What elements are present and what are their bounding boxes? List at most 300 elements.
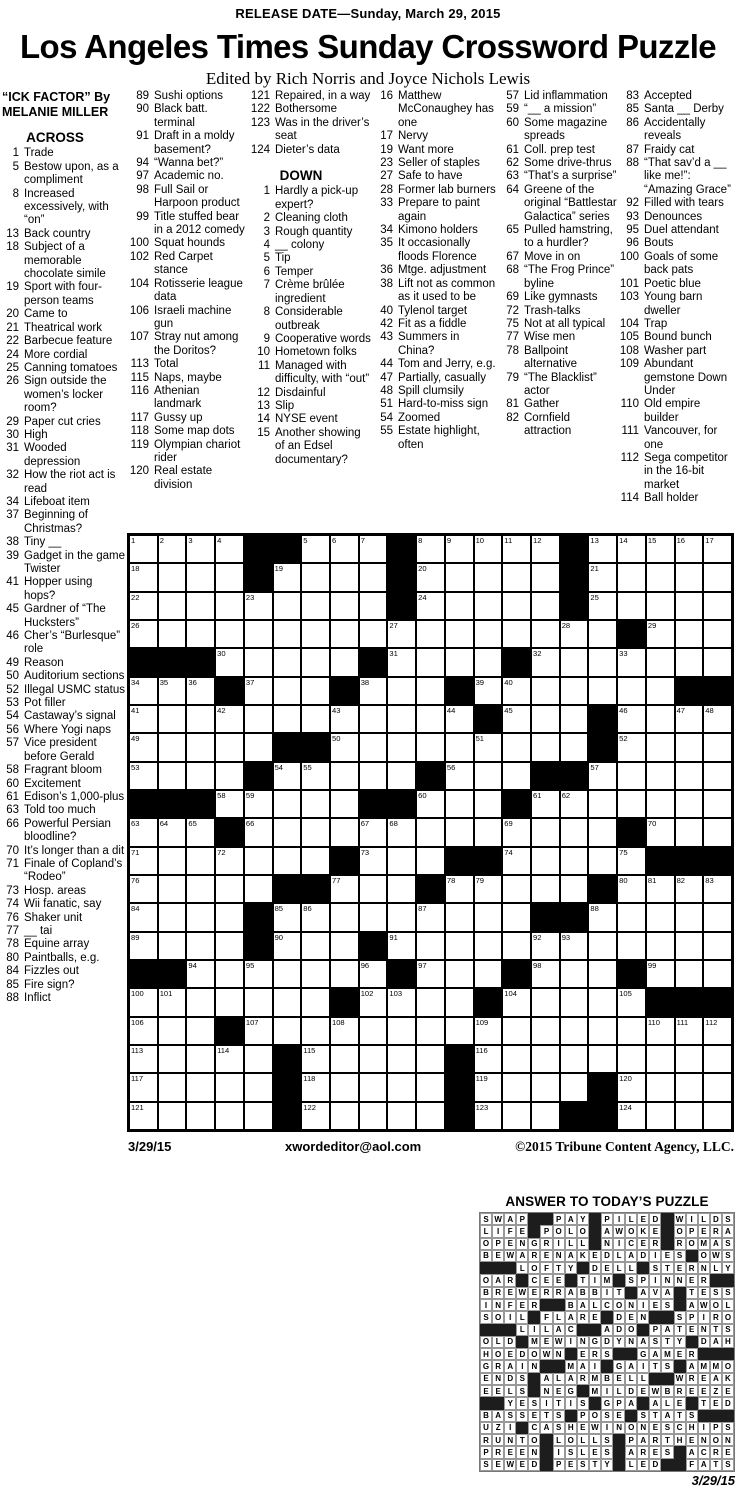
grid-cell-r6c3[interactable]	[186, 677, 215, 705]
grid-cell-r10c21[interactable]	[703, 790, 732, 818]
grid-cell-r19c19[interactable]	[646, 1045, 675, 1073]
grid-cell-r14c14[interactable]	[502, 903, 531, 931]
grid-cell-r9c9[interactable]	[359, 762, 388, 790]
grid-cell-r12c18[interactable]	[617, 847, 646, 875]
grid-cell-r19c5[interactable]	[244, 1045, 273, 1073]
grid-cell-r16c20[interactable]	[675, 960, 704, 988]
grid-cell-r20c5[interactable]	[244, 1073, 273, 1101]
grid-cell-r3c14[interactable]	[502, 592, 531, 620]
grid-cell-r2c18[interactable]	[617, 563, 646, 591]
grid-cell-r18c2[interactable]	[158, 1017, 187, 1045]
grid-cell-r7c21[interactable]	[703, 705, 732, 733]
grid-cell-r13c2[interactable]	[158, 875, 187, 903]
grid-cell-r15c2[interactable]	[158, 932, 187, 960]
grid-cell-r4c16[interactable]	[560, 620, 589, 648]
grid-cell-r14c6[interactable]	[273, 903, 302, 931]
grid-cell-r21c7[interactable]	[301, 1102, 330, 1130]
grid-cell-r16c5[interactable]	[244, 960, 273, 988]
grid-cell-r9c17[interactable]	[588, 762, 617, 790]
grid-cell-r9c1[interactable]	[129, 762, 158, 790]
grid-cell-r2c8[interactable]	[330, 563, 359, 591]
grid-cell-r3c13[interactable]	[474, 592, 503, 620]
grid-cell-r14c20[interactable]	[675, 903, 704, 931]
grid-cell-r1c20[interactable]	[675, 535, 704, 563]
grid-cell-r17c1[interactable]	[129, 988, 158, 1016]
grid-cell-r18c15[interactable]	[531, 1017, 560, 1045]
grid-cell-r11c3[interactable]	[186, 818, 215, 846]
grid-cell-r21c14[interactable]	[502, 1102, 531, 1130]
grid-cell-r11c19[interactable]	[646, 818, 675, 846]
grid-cell-r13c1[interactable]	[129, 875, 158, 903]
grid-cell-r4c12[interactable]	[445, 620, 474, 648]
grid-cell-r16c4[interactable]	[215, 960, 244, 988]
grid-cell-r1c17[interactable]	[588, 535, 617, 563]
grid-cell-r3c20[interactable]	[675, 592, 704, 620]
grid-cell-r12c7[interactable]	[301, 847, 330, 875]
grid-cell-r15c15[interactable]	[531, 932, 560, 960]
grid-cell-r2c11[interactable]	[416, 563, 445, 591]
grid-cell-r21c5[interactable]	[244, 1102, 273, 1130]
grid-cell-r16c7[interactable]	[301, 960, 330, 988]
grid-cell-r11c17[interactable]	[588, 818, 617, 846]
grid-cell-r16c15[interactable]	[531, 960, 560, 988]
grid-cell-r19c14[interactable]	[502, 1045, 531, 1073]
grid-cell-r3c11[interactable]	[416, 592, 445, 620]
grid-cell-r8c12[interactable]	[445, 733, 474, 761]
grid-cell-r15c1[interactable]	[129, 932, 158, 960]
grid-cell-r4c9[interactable]	[359, 620, 388, 648]
grid-cell-r13c10[interactable]	[387, 875, 416, 903]
grid-cell-r19c16[interactable]	[560, 1045, 589, 1073]
grid-cell-r21c10[interactable]	[387, 1102, 416, 1130]
grid-cell-r14c13[interactable]	[474, 903, 503, 931]
grid-cell-r9c13[interactable]	[474, 762, 503, 790]
grid-cell-r19c10[interactable]	[387, 1045, 416, 1073]
grid-cell-r7c6[interactable]	[273, 705, 302, 733]
grid-cell-r19c20[interactable]	[675, 1045, 704, 1073]
grid-cell-r3c12[interactable]	[445, 592, 474, 620]
grid-cell-r13c9[interactable]	[359, 875, 388, 903]
grid-cell-r7c9[interactable]	[359, 705, 388, 733]
grid-cell-r20c8[interactable]	[330, 1073, 359, 1101]
grid-cell-r13c20[interactable]	[675, 875, 704, 903]
grid-cell-r17c6[interactable]	[273, 988, 302, 1016]
grid-cell-r8c8[interactable]	[330, 733, 359, 761]
grid-cell-r19c9[interactable]	[359, 1045, 388, 1073]
grid-cell-r21c21[interactable]	[703, 1102, 732, 1130]
grid-cell-r11c5[interactable]	[244, 818, 273, 846]
grid-cell-r20c10[interactable]	[387, 1073, 416, 1101]
grid-cell-r17c11[interactable]	[416, 988, 445, 1016]
grid-cell-r8c13[interactable]	[474, 733, 503, 761]
grid-cell-r7c1[interactable]	[129, 705, 158, 733]
grid-cell-r11c12[interactable]	[445, 818, 474, 846]
grid-cell-r12c15[interactable]	[531, 847, 560, 875]
grid-cell-r5c5[interactable]	[244, 648, 273, 676]
grid-cell-r10c7[interactable]	[301, 790, 330, 818]
grid-cell-r16c13[interactable]	[474, 960, 503, 988]
grid-cell-r15c16[interactable]	[560, 932, 589, 960]
grid-cell-r14c19[interactable]	[646, 903, 675, 931]
grid-cell-r10c11[interactable]	[416, 790, 445, 818]
grid-cell-r2c3[interactable]	[186, 563, 215, 591]
grid-cell-r21c9[interactable]	[359, 1102, 388, 1130]
grid-cell-r5c21[interactable]	[703, 648, 732, 676]
grid-cell-r1c8[interactable]	[330, 535, 359, 563]
grid-cell-r5c7[interactable]	[301, 648, 330, 676]
grid-cell-r11c13[interactable]	[474, 818, 503, 846]
grid-cell-r13c5[interactable]	[244, 875, 273, 903]
grid-cell-r10c15[interactable]	[531, 790, 560, 818]
grid-cell-r6c16[interactable]	[560, 677, 589, 705]
grid-cell-r1c1[interactable]	[129, 535, 158, 563]
grid-cell-r7c11[interactable]	[416, 705, 445, 733]
grid-cell-r14c11[interactable]	[416, 903, 445, 931]
grid-cell-r8c15[interactable]	[531, 733, 560, 761]
grid-cell-r18c1[interactable]	[129, 1017, 158, 1045]
grid-cell-r14c2[interactable]	[158, 903, 187, 931]
grid-cell-r9c12[interactable]	[445, 762, 474, 790]
grid-cell-r5c19[interactable]	[646, 648, 675, 676]
grid-cell-r15c20[interactable]	[675, 932, 704, 960]
grid-cell-r5c15[interactable]	[531, 648, 560, 676]
grid-cell-r10c20[interactable]	[675, 790, 704, 818]
grid-cell-r8c21[interactable]	[703, 733, 732, 761]
grid-cell-r8c11[interactable]	[416, 733, 445, 761]
grid-cell-r19c18[interactable]	[617, 1045, 646, 1073]
grid-cell-r6c5[interactable]	[244, 677, 273, 705]
grid-cell-r10c8[interactable]	[330, 790, 359, 818]
grid-cell-r13c15[interactable]	[531, 875, 560, 903]
grid-cell-r5c10[interactable]	[387, 648, 416, 676]
grid-cell-r20c21[interactable]	[703, 1073, 732, 1101]
grid-cell-r2c9[interactable]	[359, 563, 388, 591]
grid-cell-r1c14[interactable]	[502, 535, 531, 563]
grid-cell-r2c17[interactable]	[588, 563, 617, 591]
grid-cell-r4c2[interactable]	[158, 620, 187, 648]
grid-cell-r18c3[interactable]	[186, 1017, 215, 1045]
grid-cell-r21c19[interactable]	[646, 1102, 675, 1130]
grid-cell-r15c4[interactable]	[215, 932, 244, 960]
grid-cell-r6c6[interactable]	[273, 677, 302, 705]
grid-cell-r9c21[interactable]	[703, 762, 732, 790]
grid-cell-r20c4[interactable]	[215, 1073, 244, 1101]
grid-cell-r10c13[interactable]	[474, 790, 503, 818]
grid-cell-r15c6[interactable]	[273, 932, 302, 960]
grid-cell-r2c15[interactable]	[531, 563, 560, 591]
grid-cell-r2c14[interactable]	[502, 563, 531, 591]
grid-cell-r11c21[interactable]	[703, 818, 732, 846]
grid-cell-r2c19[interactable]	[646, 563, 675, 591]
grid-cell-r18c13[interactable]	[474, 1017, 503, 1045]
grid-cell-r11c15[interactable]	[531, 818, 560, 846]
grid-cell-r17c4[interactable]	[215, 988, 244, 1016]
grid-cell-r15c10[interactable]	[387, 932, 416, 960]
grid-cell-r4c7[interactable]	[301, 620, 330, 648]
grid-cell-r13c8[interactable]	[330, 875, 359, 903]
grid-cell-r14c18[interactable]	[617, 903, 646, 931]
grid-cell-r13c18[interactable]	[617, 875, 646, 903]
grid-cell-r20c13[interactable]	[474, 1073, 503, 1101]
grid-cell-r19c8[interactable]	[330, 1045, 359, 1073]
grid-cell-r8c3[interactable]	[186, 733, 215, 761]
grid-cell-r16c9[interactable]	[359, 960, 388, 988]
grid-cell-r7c14[interactable]	[502, 705, 531, 733]
grid-cell-r15c19[interactable]	[646, 932, 675, 960]
grid-cell-r14c1[interactable]	[129, 903, 158, 931]
grid-cell-r4c8[interactable]	[330, 620, 359, 648]
grid-cell-r6c2[interactable]	[158, 677, 187, 705]
grid-cell-r18c21[interactable]	[703, 1017, 732, 1045]
grid-cell-r3c9[interactable]	[359, 592, 388, 620]
grid-cell-r4c19[interactable]	[646, 620, 675, 648]
grid-cell-r1c15[interactable]	[531, 535, 560, 563]
grid-cell-r16c3[interactable]	[186, 960, 215, 988]
grid-cell-r14c9[interactable]	[359, 903, 388, 931]
grid-cell-r3c7[interactable]	[301, 592, 330, 620]
grid-cell-r3c3[interactable]	[186, 592, 215, 620]
grid-cell-r17c14[interactable]	[502, 988, 531, 1016]
grid-cell-r11c2[interactable]	[158, 818, 187, 846]
grid-cell-r18c11[interactable]	[416, 1017, 445, 1045]
grid-cell-r20c19[interactable]	[646, 1073, 675, 1101]
grid-cell-r12c10[interactable]	[387, 847, 416, 875]
grid-cell-r6c13[interactable]	[474, 677, 503, 705]
grid-cell-r9c10[interactable]	[387, 762, 416, 790]
grid-cell-r1c2[interactable]	[158, 535, 187, 563]
grid-cell-r1c18[interactable]	[617, 535, 646, 563]
grid-cell-r10c12[interactable]	[445, 790, 474, 818]
grid-cell-r13c4[interactable]	[215, 875, 244, 903]
grid-cell-r11c11[interactable]	[416, 818, 445, 846]
grid-cell-r4c20[interactable]	[675, 620, 704, 648]
grid-cell-r9c20[interactable]	[675, 762, 704, 790]
grid-cell-r2c1[interactable]	[129, 563, 158, 591]
grid-cell-r16c16[interactable]	[560, 960, 589, 988]
grid-cell-r7c16[interactable]	[560, 705, 589, 733]
grid-cell-r20c14[interactable]	[502, 1073, 531, 1101]
grid-cell-r2c4[interactable]	[215, 563, 244, 591]
grid-cell-r9c4[interactable]	[215, 762, 244, 790]
grid-cell-r17c3[interactable]	[186, 988, 215, 1016]
grid-cell-r18c14[interactable]	[502, 1017, 531, 1045]
grid-cell-r6c10[interactable]	[387, 677, 416, 705]
grid-cell-r1c7[interactable]	[301, 535, 330, 563]
grid-cell-r7c5[interactable]	[244, 705, 273, 733]
grid-cell-r19c2[interactable]	[158, 1045, 187, 1073]
grid-cell-r7c8[interactable]	[330, 705, 359, 733]
grid-cell-r10c4[interactable]	[215, 790, 244, 818]
grid-cell-r10c5[interactable]	[244, 790, 273, 818]
grid-cell-r1c3[interactable]	[186, 535, 215, 563]
grid-cell-r3c18[interactable]	[617, 592, 646, 620]
grid-cell-r16c11[interactable]	[416, 960, 445, 988]
grid-cell-r21c3[interactable]	[186, 1102, 215, 1130]
grid-cell-r13c21[interactable]	[703, 875, 732, 903]
grid-cell-r4c1[interactable]	[129, 620, 158, 648]
grid-cell-r15c12[interactable]	[445, 932, 474, 960]
grid-cell-r5c18[interactable]	[617, 648, 646, 676]
grid-cell-r21c20[interactable]	[675, 1102, 704, 1130]
grid-cell-r19c13[interactable]	[474, 1045, 503, 1073]
grid-cell-r8c9[interactable]	[359, 733, 388, 761]
grid-cell-r2c6[interactable]	[273, 563, 302, 591]
grid-cell-r18c16[interactable]	[560, 1017, 589, 1045]
grid-cell-r20c9[interactable]	[359, 1073, 388, 1101]
grid-cell-r12c17[interactable]	[588, 847, 617, 875]
grid-cell-r9c2[interactable]	[158, 762, 187, 790]
grid-cell-r21c8[interactable]	[330, 1102, 359, 1130]
grid-cell-r3c21[interactable]	[703, 592, 732, 620]
grid-cell-r17c15[interactable]	[531, 988, 560, 1016]
grid-cell-r1c9[interactable]	[359, 535, 388, 563]
grid-cell-r18c17[interactable]	[588, 1017, 617, 1045]
grid-cell-r14c8[interactable]	[330, 903, 359, 931]
grid-cell-r21c1[interactable]	[129, 1102, 158, 1130]
grid-cell-r1c12[interactable]	[445, 535, 474, 563]
grid-cell-r11c16[interactable]	[560, 818, 589, 846]
grid-cell-r5c17[interactable]	[588, 648, 617, 676]
grid-cell-r4c21[interactable]	[703, 620, 732, 648]
grid-cell-r19c15[interactable]	[531, 1045, 560, 1073]
grid-cell-r10c16[interactable]	[560, 790, 589, 818]
grid-cell-r14c17[interactable]	[588, 903, 617, 931]
grid-cell-r15c13[interactable]	[474, 932, 503, 960]
grid-cell-r6c19[interactable]	[646, 677, 675, 705]
grid-cell-r12c9[interactable]	[359, 847, 388, 875]
grid-cell-r14c12[interactable]	[445, 903, 474, 931]
grid-cell-r20c7[interactable]	[301, 1073, 330, 1101]
grid-cell-r18c12[interactable]	[445, 1017, 474, 1045]
grid-cell-r3c6[interactable]	[273, 592, 302, 620]
grid-cell-r3c2[interactable]	[158, 592, 187, 620]
grid-cell-r12c2[interactable]	[158, 847, 187, 875]
grid-cell-r20c2[interactable]	[158, 1073, 187, 1101]
grid-cell-r2c2[interactable]	[158, 563, 187, 591]
grid-cell-r3c17[interactable]	[588, 592, 617, 620]
grid-cell-r7c19[interactable]	[646, 705, 675, 733]
grid-cell-r8c2[interactable]	[158, 733, 187, 761]
grid-cell-r8c4[interactable]	[215, 733, 244, 761]
grid-cell-r5c4[interactable]	[215, 648, 244, 676]
grid-cell-r5c13[interactable]	[474, 648, 503, 676]
grid-cell-r2c21[interactable]	[703, 563, 732, 591]
grid-cell-r15c8[interactable]	[330, 932, 359, 960]
grid-cell-r15c11[interactable]	[416, 932, 445, 960]
grid-cell-r9c6[interactable]	[273, 762, 302, 790]
grid-cell-r19c1[interactable]	[129, 1045, 158, 1073]
grid-cell-r15c18[interactable]	[617, 932, 646, 960]
grid-cell-r18c7[interactable]	[301, 1017, 330, 1045]
grid-cell-r8c20[interactable]	[675, 733, 704, 761]
grid-cell-r17c18[interactable]	[617, 988, 646, 1016]
grid-cell-r20c1[interactable]	[129, 1073, 158, 1101]
grid-cell-r15c3[interactable]	[186, 932, 215, 960]
grid-cell-r17c12[interactable]	[445, 988, 474, 1016]
grid-cell-r10c6[interactable]	[273, 790, 302, 818]
grid-cell-r13c3[interactable]	[186, 875, 215, 903]
grid-cell-r18c8[interactable]	[330, 1017, 359, 1045]
grid-cell-r13c13[interactable]	[474, 875, 503, 903]
grid-cell-r7c2[interactable]	[158, 705, 187, 733]
grid-cell-r16c12[interactable]	[445, 960, 474, 988]
grid-cell-r17c17[interactable]	[588, 988, 617, 1016]
grid-cell-r15c17[interactable]	[588, 932, 617, 960]
grid-cell-r17c9[interactable]	[359, 988, 388, 1016]
grid-cell-r21c11[interactable]	[416, 1102, 445, 1130]
grid-cell-r19c3[interactable]	[186, 1045, 215, 1073]
grid-cell-r11c14[interactable]	[502, 818, 531, 846]
grid-cell-r21c2[interactable]	[158, 1102, 187, 1130]
grid-cell-r18c10[interactable]	[387, 1017, 416, 1045]
grid-cell-r18c18[interactable]	[617, 1017, 646, 1045]
grid-cell-r12c11[interactable]	[416, 847, 445, 875]
grid-cell-r6c11[interactable]	[416, 677, 445, 705]
grid-cell-r9c7[interactable]	[301, 762, 330, 790]
grid-cell-r4c10[interactable]	[387, 620, 416, 648]
grid-cell-r21c18[interactable]	[617, 1102, 646, 1130]
grid-cell-r10c17[interactable]	[588, 790, 617, 818]
grid-cell-r9c19[interactable]	[646, 762, 675, 790]
grid-cell-r1c19[interactable]	[646, 535, 675, 563]
grid-cell-r20c20[interactable]	[675, 1073, 704, 1101]
grid-cell-r10c18[interactable]	[617, 790, 646, 818]
grid-cell-r15c21[interactable]	[703, 932, 732, 960]
grid-cell-r16c19[interactable]	[646, 960, 675, 988]
grid-cell-r2c13[interactable]	[474, 563, 503, 591]
grid-cell-r14c4[interactable]	[215, 903, 244, 931]
grid-cell-r4c4[interactable]	[215, 620, 244, 648]
grid-cell-r12c6[interactable]	[273, 847, 302, 875]
grid-cell-r20c18[interactable]	[617, 1073, 646, 1101]
grid-cell-r17c10[interactable]	[387, 988, 416, 1016]
grid-cell-r8c10[interactable]	[387, 733, 416, 761]
grid-cell-r6c1[interactable]	[129, 677, 158, 705]
grid-cell-r8c14[interactable]	[502, 733, 531, 761]
grid-cell-r19c17[interactable]	[588, 1045, 617, 1073]
grid-cell-r8c5[interactable]	[244, 733, 273, 761]
grid-cell-r11c7[interactable]	[301, 818, 330, 846]
grid-cell-r12c3[interactable]	[186, 847, 215, 875]
grid-cell-r3c19[interactable]	[646, 592, 675, 620]
grid-cell-r4c15[interactable]	[531, 620, 560, 648]
grid-cell-r19c7[interactable]	[301, 1045, 330, 1073]
grid-cell-r12c1[interactable]	[129, 847, 158, 875]
grid-cell-r3c4[interactable]	[215, 592, 244, 620]
grid-cell-r2c20[interactable]	[675, 563, 704, 591]
grid-cell-r18c19[interactable]	[646, 1017, 675, 1045]
grid-cell-r9c8[interactable]	[330, 762, 359, 790]
grid-cell-r18c20[interactable]	[675, 1017, 704, 1045]
grid-cell-r11c20[interactable]	[675, 818, 704, 846]
grid-cell-r12c14[interactable]	[502, 847, 531, 875]
grid-cell-r5c6[interactable]	[273, 648, 302, 676]
grid-cell-r6c18[interactable]	[617, 677, 646, 705]
grid-cell-r21c13[interactable]	[474, 1102, 503, 1130]
grid-cell-r5c16[interactable]	[560, 648, 589, 676]
grid-cell-r17c2[interactable]	[158, 988, 187, 1016]
grid-cell-r12c4[interactable]	[215, 847, 244, 875]
grid-cell-r8c19[interactable]	[646, 733, 675, 761]
grid-cell-r13c14[interactable]	[502, 875, 531, 903]
grid-cell-r18c5[interactable]	[244, 1017, 273, 1045]
grid-cell-r9c18[interactable]	[617, 762, 646, 790]
grid-cell-r5c20[interactable]	[675, 648, 704, 676]
grid-cell-r20c11[interactable]	[416, 1073, 445, 1101]
grid-cell-r5c12[interactable]	[445, 648, 474, 676]
grid-cell-r6c17[interactable]	[588, 677, 617, 705]
grid-cell-r4c6[interactable]	[273, 620, 302, 648]
